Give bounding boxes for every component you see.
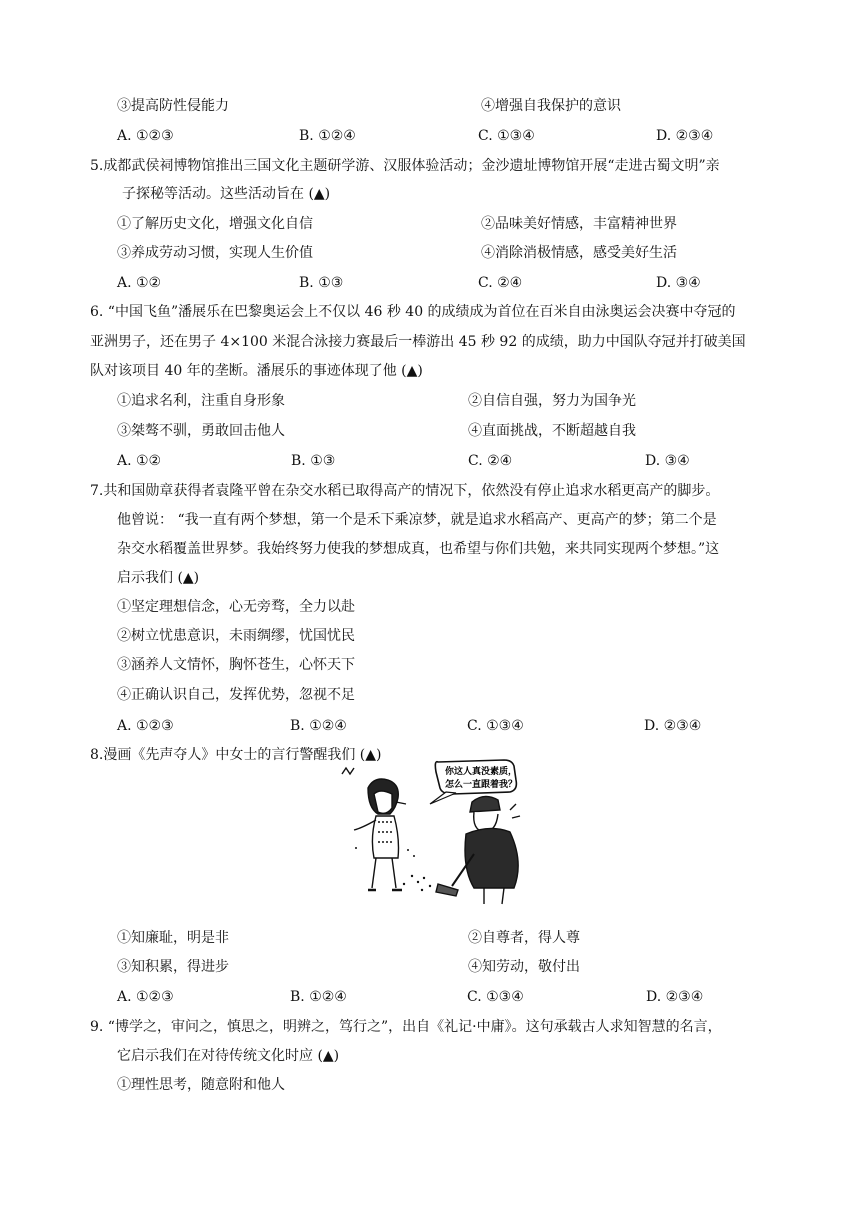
q4-choice-a: A. ①②③ — [117, 128, 174, 144]
q5-option-2: ②品味美好情感，丰富精神世界 — [481, 216, 677, 232]
q5-stem-line1: 5.成都武侯祠博物馆推出三国文化主题研学游、汉服体验活动；金沙遗址博物馆开展“走进古蜀文明”亲 — [90, 158, 720, 174]
q4-option-3: ③提高防性侵能力 — [117, 98, 229, 114]
q9-stem-line2: 它启示我们在对待传统文化时应 (▲) — [117, 1048, 340, 1064]
q8-choice-b: B. ①②④ — [290, 989, 347, 1005]
q4-choice-d: D. ②③④ — [656, 128, 714, 144]
q5-option-4: ④消除消极情感，感受美好生活 — [481, 245, 677, 261]
q8-choice-d: D. ②③④ — [646, 989, 704, 1005]
bubble-line-2: 怎么一直跟着我？ — [445, 780, 518, 790]
q6-stem-line3: 队对该项目 40 年的垄断。潘展乐的事迹体现了他 (▲) — [90, 363, 423, 379]
q7-choice-c: C. ①③④ — [467, 718, 524, 734]
q8-option-1: ①知廉耻，明是非 — [117, 930, 229, 946]
q7-choice-a: A. ①②③ — [117, 718, 174, 734]
q7-choice-b: B. ①②④ — [290, 718, 347, 734]
q7-stem-line3: 杂交水稻覆盖世界梦。我始终努力使我的梦想成真，也希望与你们共勉，来共同实现两个梦想。”这 — [117, 541, 720, 557]
q4-option-4: ④增强自我保护的意识 — [481, 98, 621, 114]
q5-choice-b: B. ①③ — [299, 275, 344, 291]
q8-option-3: ③知积累，得进步 — [117, 959, 229, 975]
q5-option-3: ③养成劳动习惯，实现人生价值 — [117, 245, 313, 261]
q7-choice-d: D. ②③④ — [644, 718, 702, 734]
q5-option-1: ①了解历史文化，增强文化自信 — [117, 216, 313, 232]
q6-option-1: ①追求名利，注重自身形象 — [117, 393, 285, 409]
q7-stem-line4: 启示我们 (▲) — [117, 570, 200, 586]
q9-option-1: ①理性思考，随意附和他人 — [117, 1077, 285, 1093]
q7-stem-line2: 他曾说： “我一直有两个梦想，第一个是禾下乘凉梦，就是追求水稻高产、更高产的梦；第二个是 — [117, 512, 717, 528]
q6-option-4: ④直面挑战，不断超越自我 — [468, 423, 636, 439]
q5-choice-c: C. ②④ — [478, 275, 523, 291]
q8-choice-c: C. ①③④ — [467, 989, 524, 1005]
q5-stem-line2: 子探秘等活动。这些活动旨在 (▲) — [122, 186, 331, 202]
cartoon-illustration — [334, 758, 534, 908]
bubble-line-1: 你这人真没素质， — [445, 767, 518, 777]
q5-choice-a: A. ①② — [117, 275, 162, 291]
q6-option-3: ③桀骜不驯，勇敢回击他人 — [117, 423, 285, 439]
speech-bubble-tail — [430, 792, 456, 804]
q4-choice-c: C. ①③④ — [478, 128, 535, 144]
q8-stem: 8.漫画《先声夺人》中女士的言行警醒我们 (▲) — [90, 747, 382, 763]
q8-option-2: ②自尊者，得人尊 — [468, 930, 580, 946]
q6-choice-d: D. ③④ — [645, 453, 690, 469]
woman-figure — [342, 768, 406, 890]
q7-option-2: ②树立忧患意识，未雨绸缪，忧国忧民 — [117, 628, 355, 644]
q6-option-2: ②自信自强，努力为国争光 — [468, 393, 636, 409]
q7-option-3: ③涵养人文情怀，胸怀苍生，心怀天下 — [117, 657, 355, 673]
q7-option-4: ④正确认识自己，发挥优势，忽视不足 — [117, 687, 355, 703]
q7-option-1: ①坚定理想信念，心无旁骛，全力以赴 — [117, 599, 355, 615]
q5-choice-d: D. ③④ — [656, 275, 701, 291]
q6-choice-a: A. ①② — [117, 453, 162, 469]
q6-stem-line2: 亚洲男子，还在男子 4×100 米混合泳接力赛最后一棒游出 45 秒 92 的成绩，助力中国队夺冠并打破美国 — [90, 334, 746, 350]
q8-choice-a: A. ①②③ — [117, 989, 174, 1005]
q6-choice-c: C. ②④ — [468, 453, 513, 469]
q7-stem-line1: 7.共和国勋章获得者袁隆平曾在杂交水稻已取得高产的情况下，依然没有停止追求水稻更高产的脚步。 — [90, 483, 720, 499]
sweeper-figure — [436, 796, 520, 904]
q6-stem-line1: 6. “中国飞鱼”潘展乐在巴黎奥运会上不仅以 46 秒 40 的成绩成为首位在百米自由泳奥运会决赛中夺冠的 — [90, 304, 736, 320]
q6-choice-b: B. ①③ — [291, 453, 336, 469]
q9-stem-line1: 9. “博学之，审问之，慎思之，明辨之，笃行之”，出自《礼记·中庸》。这句承载古人求知智慧的名言， — [90, 1019, 722, 1035]
q4-choice-b: B. ①②④ — [299, 128, 356, 144]
q8-option-4: ④知劳动，敬付出 — [468, 959, 580, 975]
